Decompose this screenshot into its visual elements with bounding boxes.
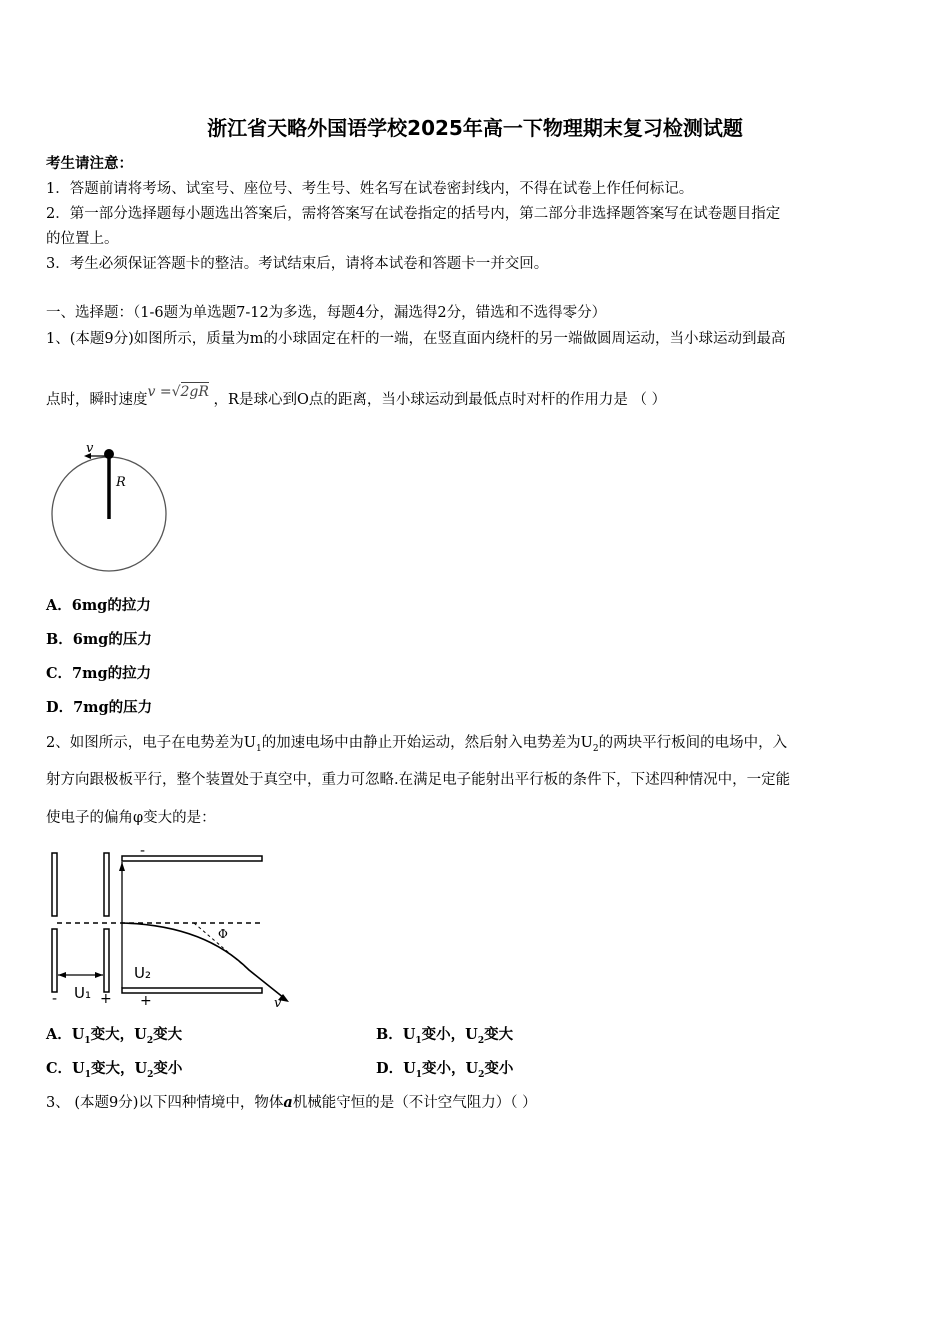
- v-label: v: [86, 441, 94, 456]
- r-label: R: [116, 475, 126, 490]
- minus-left-label: -: [52, 991, 58, 1007]
- q1-option-c: C．7mg的拉力: [46, 665, 152, 682]
- minus-top-label: -: [140, 845, 146, 859]
- q2-option-a: A．$U_1$变大，$U_2$变大: [46, 1026, 183, 1046]
- accel-plate-right-top: [104, 853, 109, 916]
- u1-label: U₁: [74, 984, 91, 1002]
- q2-option-d: D．$U_1$变小，$U_2$变小: [376, 1060, 514, 1080]
- q2-option-c: C．$U_1$变大，$U_2$变小: [46, 1060, 183, 1080]
- notice-item: 2．第一部分选择题每小题选出答案后，需将答案写在试卷指定的括号内，第二部分非选择题答案写在试卷题目指定: [46, 206, 781, 222]
- page-title: 浙江省天略外国语学校2025年高一下物理期末复习检测试题: [207, 116, 743, 140]
- notice-item: 3．考生必须保证答题卡的整洁。考试结束后，请将本试卷和答题卡一并交回。: [46, 256, 549, 272]
- ball: [104, 449, 114, 459]
- plus-bottom-label: +: [140, 993, 152, 1009]
- q2-stem-line3: 使电子的偏角φ变大的是：: [46, 810, 216, 826]
- q1-option-d: D．7mg的压力: [46, 699, 153, 716]
- q1-circle-figure: [44, 440, 174, 575]
- plus-mid-label: +: [100, 991, 112, 1007]
- v-label: v: [274, 996, 282, 1010]
- q1-text: 点时，瞬时速度: [46, 392, 148, 408]
- q2-stem-line1: 2、如图所示，电子在电势差为$U_1$的加速电场中由静止开始运动，然后射入电势差为$U_2$的两块平行板间的电场中，入: [46, 735, 788, 754]
- q1-stem-line2: [46, 384, 667, 409]
- u2-label: U₂: [134, 964, 151, 982]
- accel-plate-left-top: [52, 853, 57, 916]
- q1-option-a: A．6mg的拉力: [46, 597, 151, 614]
- notice-item: 1．答题前请将考场、试室号、座位号、考生号、姓名写在试卷密封线内，不得在试卷上作任何标记。: [46, 181, 694, 197]
- section-heading: 一、选择题：（1-6题为单选题7-12为多选，每题4分，漏选得2分，错选和不选得零分）: [46, 305, 607, 321]
- q3-stem: 3、 (本题9分)以下四种情境中，物体a机械能守恒的是（不计空气阻力）（ ）: [46, 1094, 537, 1111]
- notice-item: 的位置上。: [46, 231, 119, 247]
- q1-text: ，R是球心到O点的距离，当小球运动到最低点时对杆的作用力是 （ ）: [213, 392, 667, 408]
- q1-stem-line1: 1、(本题9分)如图所示，质量为m的小球固定在杆的一端，在竖直面内绕杆的另一端做圆周运动，当小球运动到最高: [46, 331, 786, 347]
- notice-heading: 考生请注意：: [46, 155, 133, 172]
- phi-label: Φ: [218, 927, 228, 941]
- accel-plate-right-bottom: [104, 929, 109, 992]
- q1-option-b: B．6mg的压力: [46, 631, 152, 648]
- q2-option-b: B．$U_1$变小，$U_2$变大: [376, 1026, 514, 1046]
- q2-deflection-figure: [44, 845, 304, 1010]
- velocity-formula: v =√2gR: [147, 384, 209, 400]
- q2-stem-line2: 射方向跟极板平行，整个装置处于真空中，重力可忽略.在满足电子能射出平行板的条件下，下述四种情况中，一定能: [46, 772, 791, 788]
- accel-plate-left-bottom: [52, 929, 57, 992]
- electron-trajectory: [122, 923, 284, 998]
